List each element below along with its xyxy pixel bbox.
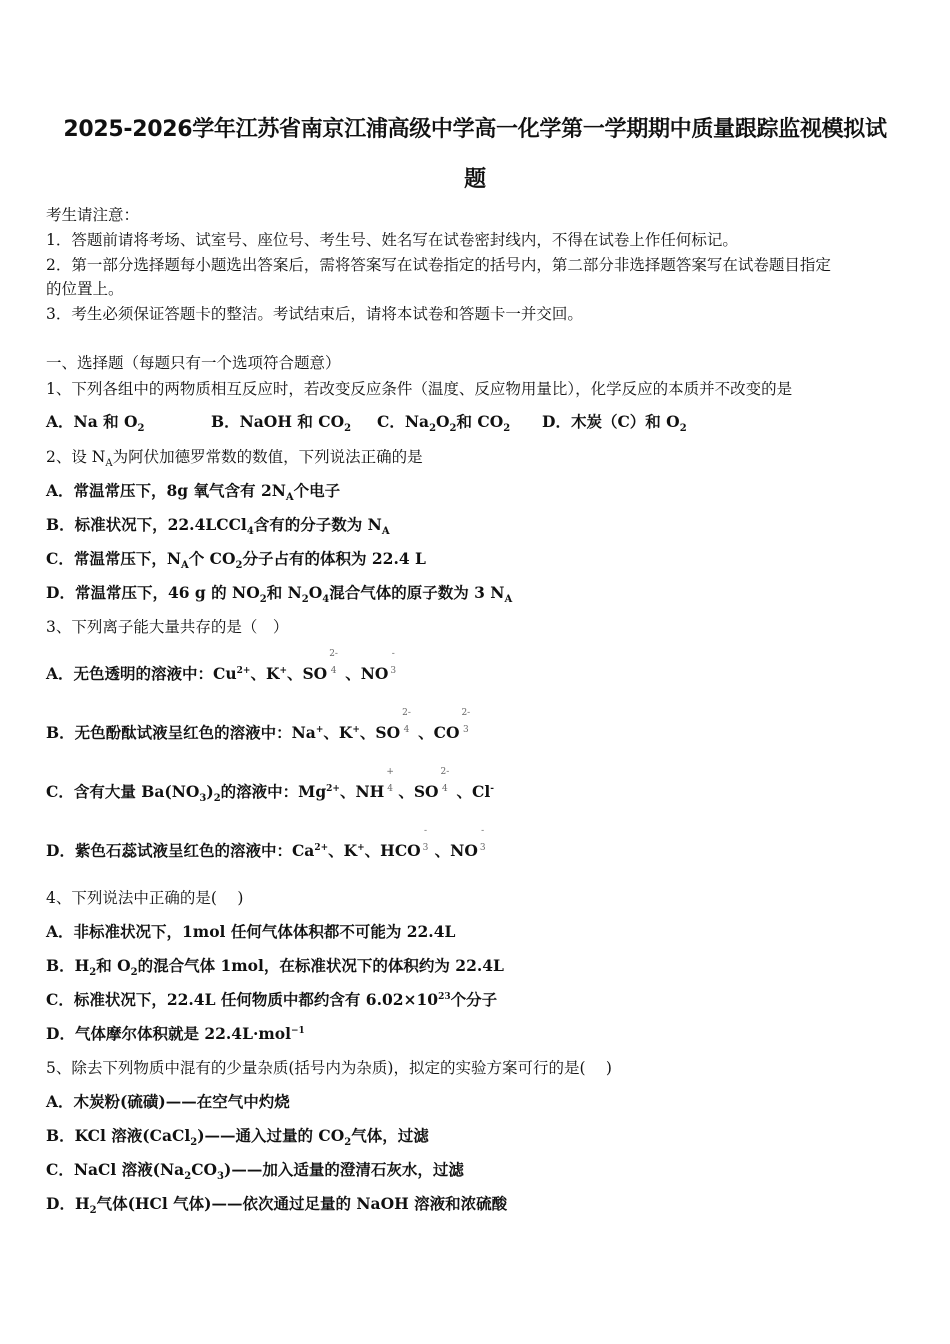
q4-option-b: B．$H_2$和 $O_2$的混合气体 1mol，在标准状况下的体积约为 22.4L: [46, 956, 504, 979]
q3-option-d: D．紫色石蕊试液呈红色的溶液中：$Ca^{2+}$、K+、HCO - 3 、NO - 3: [46, 826, 486, 860]
q4-option-a: A．非标准状况下，1mol 任何气体体积都不可能为 22.4L: [46, 922, 456, 941]
question-5-stem: 5、除去下列物质中混有的少量杂质(括号内为杂质)，拟定的实验方案可行的是( ): [46, 1059, 612, 1077]
q5-option-d: D．$H_2$气体(HCl 气体)——依次通过足量的 NaOH 溶液和浓硫酸: [46, 1194, 508, 1217]
q4-option-d: D．气体摩尔体积就是 22.4L·mol$^{-1}$: [46, 1024, 305, 1043]
question-1-stem: 1、下列各组中的两物质相互反应时，若改变反应条件（温度、反应物用量比），化学反应的本质并不改变的是: [46, 380, 793, 398]
q2-option-c: C．常温常压下，$N_A$个 $CO_2$分子占有的体积为 22.4 L: [46, 549, 426, 572]
q3-option-b: B．无色酚酞试液呈红色的溶液中：Na+、K+、SO 2- 4 、CO 2- 3: [46, 708, 471, 742]
notice-item-2: 2．第一部分选择题每小题选出答案后，需将答案写在试卷指定的括号内，第二部分非选择题答案写在试卷题目指定: [46, 256, 831, 274]
q1-option-b: B．NaOH 和 $CO_2$: [211, 412, 352, 435]
question-3-stem: 3、下列离子能大量共存的是（ ）: [46, 618, 289, 636]
q5-option-c: C．NaCl 溶液$(Na_2CO_3)——$加入适量的澄清石灰水，过滤: [46, 1160, 464, 1183]
section-heading: 一、选择题（每题只有一个选项符合题意）: [46, 354, 341, 372]
q2-option-b: B．标准状况下，22.4LCCl$_4$含有的分子数为 $N_A$: [46, 515, 390, 538]
notice-item-3: 3．考生必须保证答题卡的整洁。考试结束后，请将本试卷和答题卡一并交回。: [46, 305, 583, 323]
notice-item-1: 1．答题前请将考场、试室号、座位号、考生号、姓名写在试卷密封线内，不得在试卷上作任何标记。: [46, 231, 738, 249]
q2-option-d: D．常温常压下，46 g 的 $NO_2$和 $N_2O_4$混合气体的原子数为 3 $N_A$: [46, 583, 513, 606]
question-2-stem: 2、设 $N_A$为阿伏加德罗常数的数值，下列说法正确的是: [46, 448, 423, 470]
q1-option-d: D．木炭（C）和 $O_2$: [542, 412, 687, 435]
q1-option-c: C．$Na_2O_2$和 $CO_2$: [377, 412, 511, 435]
q3-option-a: A．无色透明的溶液中：$Cu^{2+}$、K+、SO 2- 4 、NO - 3: [46, 649, 397, 683]
page-title-line2: 题: [464, 167, 486, 192]
notice-heading: 考生请注意：: [46, 206, 140, 224]
page-title-line1: 2025-2026学年江苏省南京江浦高级中学高一化学第一学期期中质量跟踪监视模拟试: [63, 117, 887, 142]
q2-option-a: A．常温常压下，8g 氧气含有 $2N_A$个电子: [46, 481, 341, 504]
q5-option-a: A．木炭粉(硫磺)——在空气中灼烧: [46, 1092, 290, 1111]
q3-option-c: C．含有大量 $Ba(NO_3)_2$的溶液中：$Mg^{2+}$、NH + 4 、SO 2- 4 、Cl-: [46, 767, 494, 805]
notice-item-2-cont: 的位置上。: [46, 280, 124, 298]
q1-option-a: A．Na 和 $O_2$: [46, 412, 145, 435]
q5-option-b: B．KCl 溶液(CaCl$_2$)——通入过量的 $CO_2$气体，过滤: [46, 1126, 429, 1149]
question-4-stem: 4、下列说法中正确的是( ): [46, 889, 244, 907]
q4-option-c: C．标准状况下，22.4L 任何物质中都约含有 $6.02\times 10^{23}$个分子: [46, 990, 498, 1009]
